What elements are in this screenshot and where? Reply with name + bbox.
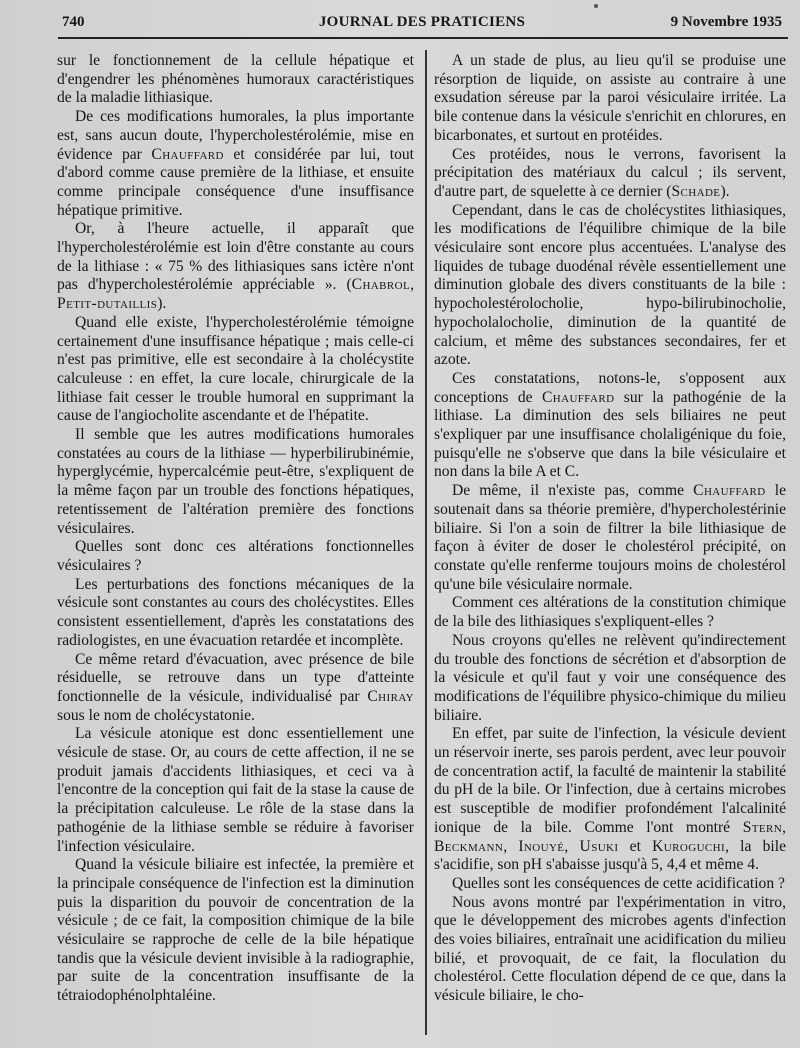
issue-date: 9 Novembre 1935 bbox=[670, 14, 782, 30]
paragraph: De ces modifications humorales, la plus importante est, sans aucun doute, l'hypercholestérolémie, mise en évidence par Chauffard et considérée par lui, tout d'abord comme cause première de la lithiase, et ensuite comme principale conséquence d'une insuffisance hépatique primitive. bbox=[57, 108, 414, 219]
page-number: 740 bbox=[62, 14, 85, 30]
ink-dot bbox=[594, 4, 598, 8]
journal-title: JOURNAL DES PRATICIENS bbox=[318, 14, 526, 30]
right-column bbox=[434, 52, 786, 1006]
paragraph: Nous avons montré par l'expérimentation in vitro, que le développement des microbes agents d'infection des voies biliaires, entraînait une acidification du milieu bilié, et provoquait, de ce fait, la floculation du cholestérol. Cette floculation dépend de ce que, dans la vésicule biliaire, le cho- bbox=[434, 893, 786, 1005]
paragraph: A un stade de plus, au lieu qu'il se produise une résorption de liquide, on assiste au contraire à une exsudation séreuse par la paroi vésiculaire irritée. La bile contenue dans la vésicule s'enrichit en chlorures, en bicarbonates, et surtout en protéides. bbox=[434, 52, 786, 144]
paragraph: Quelles sont les conséquences de cette acidification ? bbox=[452, 874, 785, 892]
paragraph: Cependant, dans le cas de cholécystites lithiasiques, les modifications de l'équilibre chimique de la bile vésiculaire sont encore plus accentuées. L'analyse des liquides de tubage duodénal révèle essentiellement une diminution globale des divers constituants de la bile : hypocholestérolocholie, hypo-bilirubinocholie, hypocholalocholie, diminution de la quantité de calcium, et même des substances secondaires, fer et azote. bbox=[434, 201, 786, 369]
left-column bbox=[57, 52, 414, 1006]
column-separator bbox=[425, 50, 427, 1035]
paragraph: Comment ces altérations de la constitution chimique de la bile des lithiasiques s'expliquent-elles ? bbox=[434, 594, 786, 631]
paragraph: Ce même retard d'évacuation, avec présence de bile résiduelle, se retrouve dans un type d'atteinte fonctionnelle de la vésicule, individualisé par Chiray sous le nom de cholécystatonie. bbox=[57, 650, 414, 724]
paragraph: Ces protéides, nous le verrons, favorisent la précipitation des matériaux du calcul ; ils servent, d'autre part, de squelette à ce dernier (Schade). bbox=[434, 145, 786, 200]
paragraph: En effet, par suite de l'infection, la vésicule devient un réservoir inerte, ses parois perdent, avec leur pouvoir de concentration actif, la faculté de maintenir la stabilité du pH de la bile. Or l'infection, due à certains microbes est susceptible de modifier profondément l'alcalinité ionique de la bile. Comme l'ont montré Stern, Beckmann, Inouyé, Usuki et Kuroguchi, la bile s'acidifie, son pH s'abaisse jusqu'à 5, 4,4 et même 4. bbox=[434, 725, 787, 874]
paragraph: Il semble que les autres modifications humorales constatées au cours de la lithiase — hyperbilirubinémie, hyperglycémie, hypercalcémie peut-être, s'expliquent de la même façon par un trouble des fonctions hépatiques, retentissement de l'altération première des fonctions vésiculaires. bbox=[57, 426, 414, 537]
paragraph: sur le fonctionnement de la cellule hépatique et d'engendrer les phénomènes humoraux caractéristiques de la maladie lithiasique. bbox=[57, 52, 414, 107]
paragraph: Les perturbations des fonctions mécaniques de la vésicule sont constantes au cours des cholécystites. Elles consistent essentiellement, d'après les constatations des radiologistes, en une évacuation retardée et incomplète. bbox=[57, 575, 414, 649]
paragraph: De même, il n'existe pas, comme Chauffard le soutenait dans sa théorie première, d'hypercholestérinie biliaire. Si l'on a soin de filtrer la bile lithiasique de façon à éviter de doser le cholestérol précipité, on constate qu'elle renferme toujours moins de cholestérol qu'une bile vésiculaire normale. bbox=[434, 482, 786, 593]
paragraph: Or, à l'heure actuelle, il apparaît que l'hypercholestérolémie est loin d'être constante au cours de la lithiase : « 75 % des lithiasiques sans ictère n'ont pas d'hypercholestérolémie appréciable ». (Chabrol, Petit-dutaillis). bbox=[57, 220, 414, 313]
paragraph: La vésicule atonique est donc essentiellement une vésicule de stase. Or, au cours de cette affection, il ne se produit jamais d'accidents lithiasiques, et ceci va à l'encontre de la conception qui fait de la stase la cause de la précipitation calculeuse. Le rôle de la stase dans la pathogénie de la lithiase semble se réduire à favoriser l'infection vésiculaire. bbox=[57, 725, 414, 855]
page-header bbox=[62, 14, 782, 38]
paragraph: Quand la vésicule biliaire est infectée, la première et la principale conséquence de l'infection est la diminution puis la disparition du pouvoir de concentration de la vésicule ; de ce fait, la composition chimique de la bile vésiculaire se rapproche de celle de la bile hépatique tandis que la vésicule devient invisible à la radiographie, par suite de la concentration insuffisante de la tétraiodophénolphtaléine. bbox=[57, 856, 414, 1005]
paragraph: Ces constatations, notons-le, s'opposent aux conceptions de Chauffard sur la pathogénie de la lithiase. La diminution des sels biliaires ne peut s'expliquer par une insuffisance cholaligénique du foie, puisqu'elle ne s'observe que dans la bile vésiculaire et non dans la bile A et C. bbox=[434, 369, 786, 481]
paragraph: Nous croyons qu'elles ne relèvent qu'indirectement du trouble des fonctions de sécrétion et d'absorption de la vésicule et qu'il faut y voir une conséquence des modifications de l'équilibre physico-chimique du milieu biliaire. bbox=[434, 631, 786, 724]
paragraph: Quand elle existe, l'hypercholestérolémie témoigne certainement d'une insuffisance hépatique ; mais celle-ci n'est pas primitive, elle est secondaire à la cholécystite calculeuse : en effet, la cure locale, chirurgicale de la lithiase fait cesser le trouble humoral en supprimant la cause de l'angiocholite ascendante et de l'hépatite. bbox=[57, 313, 414, 425]
paragraph: Quelles sont donc ces altérations fonctionnelles vésiculaires ? bbox=[57, 538, 414, 574]
header-rule bbox=[58, 37, 788, 39]
